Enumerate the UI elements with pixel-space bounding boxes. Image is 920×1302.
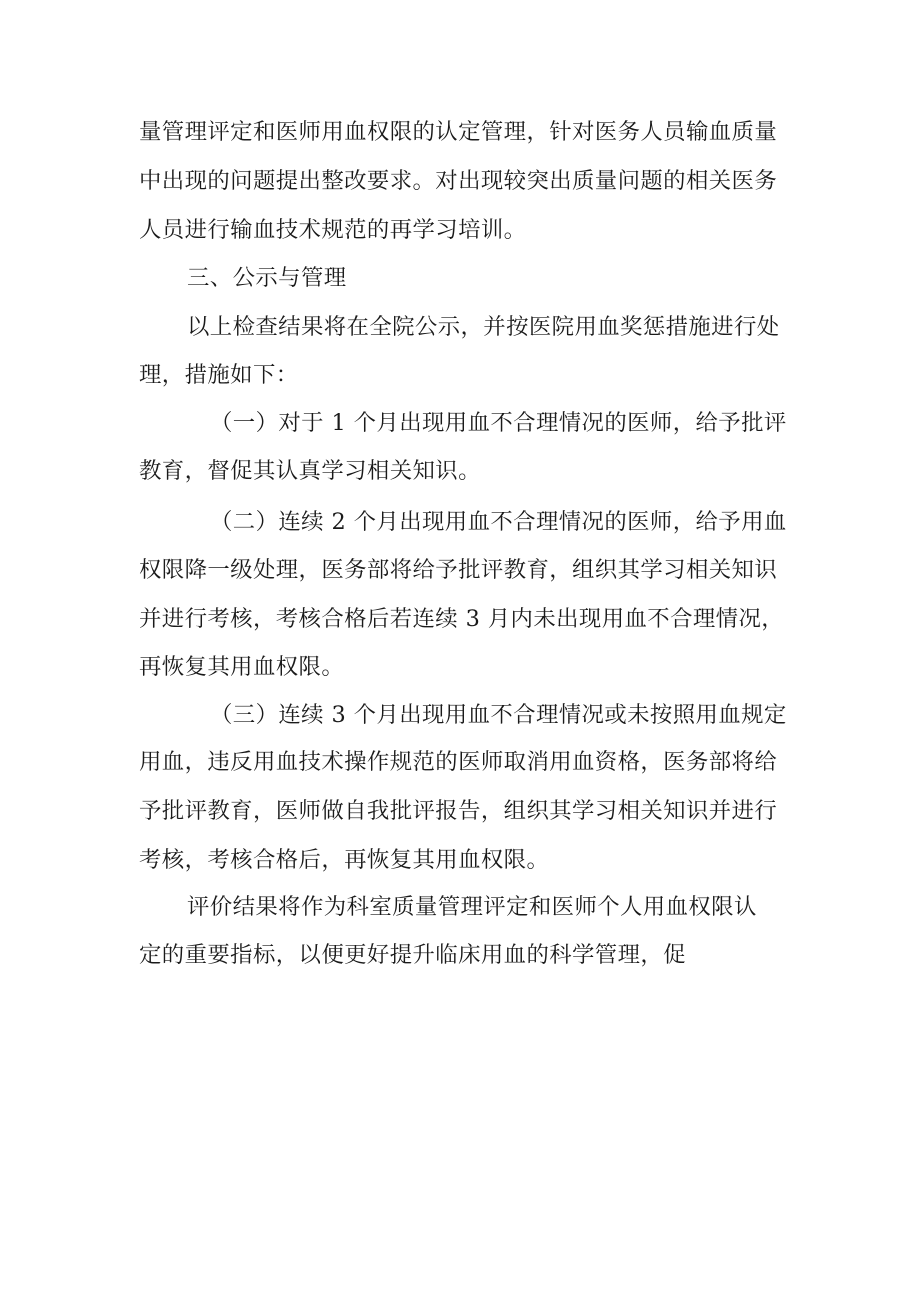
item-1-line-2: 教育，督促其认真学习相关知识。 (139, 458, 481, 484)
item-1-line-1: （一）对于 1 个月出现用血不合理情况的医师，给予批评 (210, 410, 787, 436)
item-3-line-3: 予批评教育，医师做自我批评报告，组织其学习相关知识并进行 (139, 798, 778, 824)
paragraph-1-line-3: 人员进行输血技术规范的再学习培训。 (139, 217, 527, 243)
item-3-line-1: （三）连续 3 个月出现用血不合理情况或未按照用血规定 (210, 702, 787, 728)
paragraph-3-line-2: 定的重要指标，以便更好提升临床用血的科学管理，促 (139, 942, 686, 968)
paragraph-1-line-2: 中出现的问题提出整改要求。对出现较突出质量问题的相关医务 (139, 168, 778, 194)
item-2-line-2: 权限降一级处理，医务部将给予批评教育，组织其学习相关知识 (139, 557, 778, 583)
paragraph-3-line-1: 评价结果将作为科室质量管理评定和医师个人用血权限认 (187, 894, 757, 920)
paragraph-1-line-1: 量管理评定和医师用血权限的认定管理，针对医务人员输血质量 (139, 119, 778, 145)
item-2-line-1: （二）连续 2 个月出现用血不合理情况的医师，给予用血 (210, 509, 787, 535)
paragraph-2-line-2: 理，措施如下： (139, 362, 299, 388)
item-2-line-3: 并进行考核，考核合格后若连续 3 月内未出现用血不合理情况， (139, 606, 785, 632)
section-heading-3: 三、公示与管理 (187, 265, 347, 291)
item-3-line-4: 考核，考核合格后，再恢复其用血权限。 (139, 847, 550, 873)
item-2-line-4: 再恢复其用血权限。 (139, 654, 345, 680)
item-3-line-2: 用血，违反用血技术操作规范的医师取消用血资格，医务部将给 (139, 749, 778, 775)
paragraph-2-line-1: 以上检查结果将在全院公示，并按医院用血奖惩措施进行处 (187, 314, 780, 340)
